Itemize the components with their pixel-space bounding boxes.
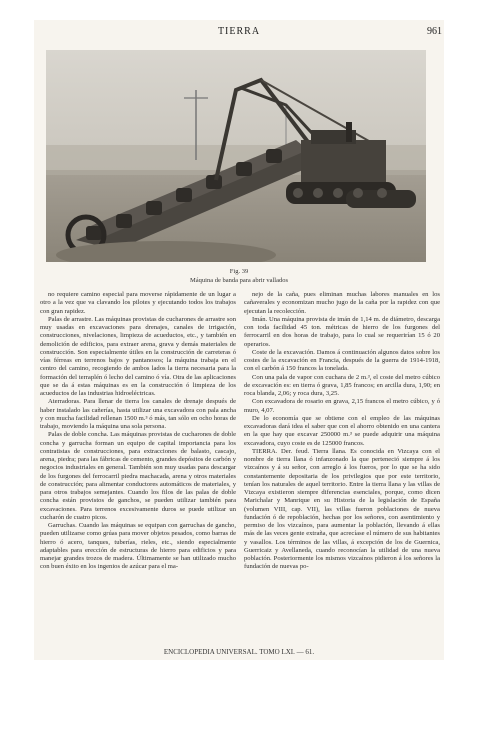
paragraph: Palas de arrastre. Las máquinas provistas de cucharones de arrastre son muy usadas en excavaciones para drenajes, canales de irrigación, construcciones, nivelaciones, limpieza de acueductos, etc., y también en demolición de edificios, para extraer arena, grava y demás materiales de construcción. Son especialmente útiles en la construcción de carreteras ó vías férreas en terrenos bajos y pantanosos; la máquina trabaja en el centro del camino, recogiendo de ambos lados la tierra necesaria para la formación del terraplén ó lecho del camino ó vía. Otra de las aplicaciones que se da á estas máquinas es en la construcción ó limpieza de los acueductos de las industrias hidroeléctricas. bbox=[40, 315, 236, 397]
paragraph: Con excavadora de rosario en grava, 2,15 francos el metro cúbico, y ó muro, 4,07. bbox=[244, 398, 440, 414]
figure-number: Fig. 39 bbox=[229, 268, 249, 275]
machine-photograph bbox=[46, 50, 426, 262]
header-title: TIERRA bbox=[217, 26, 261, 37]
paragraph: Garruchas. Cuando las máquinas se equipan con garruchas de gancho, pueden utilizarse como grúas para mover objetos pesados, como barras de hierro ó acero, tanques, tuberías, rieles, etc., siendo especialmente adaptables para erección de estructuras de hierro para edificios y para manejar grandes trozos de madera. Últimamente se han utilizado mucho con buen éxito en los ingenios de azúcar para el ma- bbox=[40, 522, 236, 571]
figure-caption: Máquina de banda para abrir vallados bbox=[189, 277, 288, 284]
encyclopedia-page bbox=[34, 20, 444, 660]
paragraph: Coste de la excavación. Damos á continuación algunos datos sobre los costes de la excavación en Francia, después de la guerra de 1914-1918, con el carbón á 150 francos la tonelada. bbox=[244, 348, 440, 373]
trenching-machine-illustration bbox=[46, 50, 426, 262]
paragraph: De lo economía que se obtiene con el empleo de las máquinas excavadoras dará idea el saber que con el ahorro obtenido en una cantera en la que hay que excavar 250000 m.³ se puede adquirir una máquina excavadora, cuyo coste es de 125000 francos. bbox=[244, 414, 440, 447]
left-text-column bbox=[40, 291, 236, 572]
paragraph: no requiere camino especial para moverse rápidamente de un lugar a otro a la vez que va clavando los pilotes y ejecutando todos los trabajos con gran rapidez. bbox=[40, 291, 236, 315]
page-number: 961 bbox=[427, 26, 442, 37]
paragraph: TIERRA. Der. feud. Tierra llana. Es conocida en Vizcaya con el nombre de tierra llana ó infanzonado la que perteneció siempre á los vizcaínos y á su señor, con arreglo á los fueros, por lo que se ha sido constantemente depositaria de los privilegios que por este territorio, tenían los naturales de aquel territorio. Entre la tierra llana y las villas de Vizcaya existieron siempre diferencias esenciales, porque, como dicen Marichalar y Manrique en su Historia de la legislación de España (volumen VIII, cap. VII), las villas fueron poblaciones de nueva fundación ó de repoblación, hechas por los señores, con asentimiento y permiso de los vizcaínos, para aumentar la población, llevando á ellas más de las veces gente extraña, que acrecíase el número de sus habitantes y vasallos. Los términos de las villas, á excepción de los de Guernica, Guerricaiz y Avellaneda, cuando reconocían la utilidad de una nueva población. Posteriormente los mismos vizcaínos pidieron á los señores la fundación de nuevas po- bbox=[244, 447, 440, 571]
paragraph: Con una pala de vapor con cuchara de 2 m.³, el coste del metro cúbico de excavación es: en tierra ó grava, 1,85 francos; en arcilla dura, 1,90; en roca blanda, 2,06; y roca dura, 3,25. bbox=[244, 373, 440, 397]
page-footer: ENCICLOPEDIA UNIVERSAL. TOMO LXI. — 61. bbox=[163, 648, 315, 656]
paragraph: Aterradoras. Para llenar de tierra los canales de drenaje después de haber instalado las cañerías, hasta utilizar una excavadora con pala ancha y con mucha facilidad rellenan 1500 m.³ ó más, tan sólo en ocho horas de trabajo, moviendo la máquina una sola persona. bbox=[40, 398, 236, 430]
paragraph: Imán. Una máquina provista de imán de 1,14 m. de diámetro, descarga con toda facilidad 45 ton. métricas de hierro de los furgones del ferrocarril en dos horas de trabajo, para lo cual se requerirían 15 ó 20 operarios. bbox=[244, 315, 440, 348]
right-text-column bbox=[244, 291, 440, 572]
paragraph: nejo de la caña, pues eliminan muchas labores manuales en los cañaverales y economizan mucho jugo de la caña por la rapidez con que ejecutan la recolección. bbox=[244, 291, 440, 315]
paragraph: Palas de doble concha. Las máquinas provistas de cucharones de doble concha y garrucha forman un equipo de capital importancia para los contratistas de construcciones, para extracciones de balasto, cascajo, arena, piedra; para las fábricas de cemento, grandes depósitos de carbón y negocios industriales en general. También son muy usadas para descargar de los furgones del ferrocarril piedra machacada, arena y otros materiales de construcción; para alimentar conductores automáticos de materiales, y para otros trabajos semejantes. Cuando los filos de las palas de doble concha están provistos de ganchos, se pueden utilizar también para excavaciones. Para terrenos excesivamente duros se puede utilizar un cucharón de cuatro picos. bbox=[40, 431, 236, 521]
